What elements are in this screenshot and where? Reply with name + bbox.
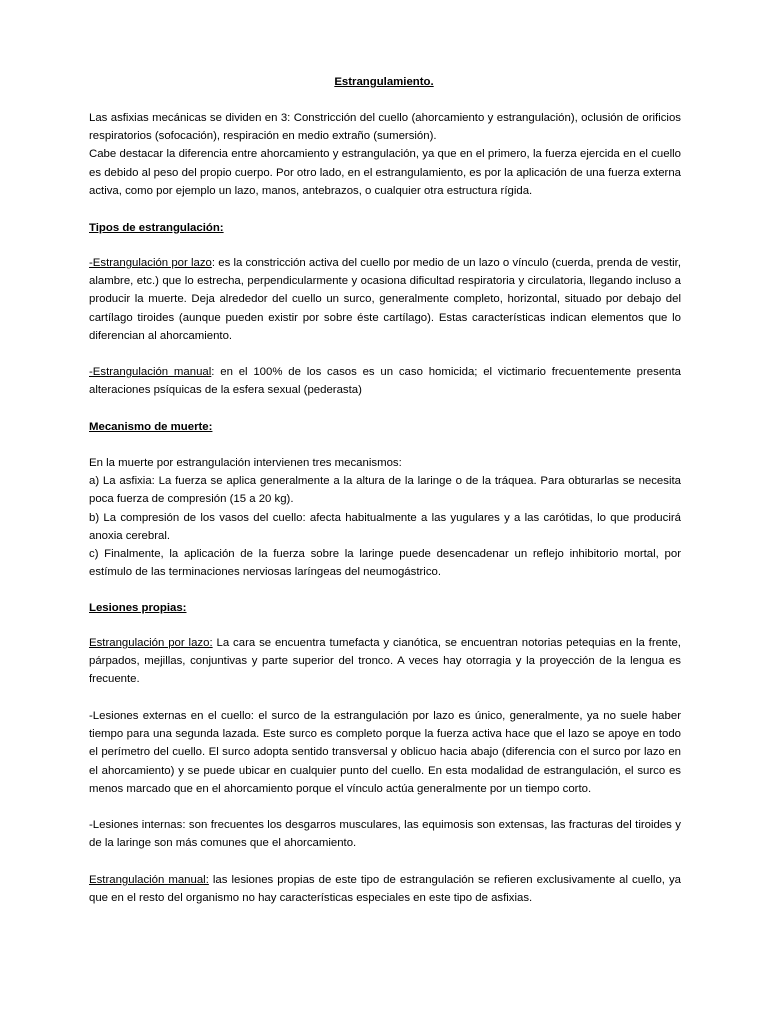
mecanismo-item-b: b) La compresión de los vasos del cuello: afecta habitualmente a las yugulares y a las carótidas, lo que producirá anoxia cerebral.	[89, 511, 681, 542]
tipos-lazo-label: -Estrangulación por lazo	[89, 257, 212, 269]
tipos-manual-text: : en el 100% de los casos es un caso homicida; el victimario frecuentemente presenta alteraciones psíquicas de la esfera sexual (pederasta)	[89, 366, 682, 397]
tipos-lazo-text: : es la constricción activa del cuello por medio de un lazo o vínculo (cuerda, prenda de vestir, alambre, etc.) que lo estrecha, perpendicularmente y ocasiona dificultad respiratoria y circulatoria, llegando incluso a producir la muerte. Deja alrededor del cuello un surco, generalmente completo, horizontal, situado por debajo del cartílago tiroides (aunque pueden existir por sobre éste cartílago). Estas características indican elementos que lo diferencian al ahorcamiento.	[89, 257, 681, 342]
lesiones-internas-paragraph: -Lesiones internas: son frecuentes los desgarros musculares, las equimosis son extensas, las fracturas del tiroides y de la laringe son más comunes que el ahorcamiento.	[89, 819, 681, 850]
mecanismo-section	[89, 454, 681, 581]
lesiones-heading: Lesiones propias:	[89, 602, 187, 614]
mecanismo-item-c: c) Finalmente, la aplicación de la fuerza sobre la laringe puede desencadenar un reflejo inhibitorio mortal, por estímulo de las terminaciones nerviosas laríngeas del neumogástrico.	[89, 548, 681, 579]
intro-section	[89, 109, 681, 200]
lesiones-manual-label: Estrangulación manual:	[89, 874, 209, 886]
intro-paragraph-1: Las asfixias mecánicas se dividen en 3: Constricción del cuello (ahorcamiento y estrangulación), oclusión de orificios respiratorios (sofocación), respiración en medio extraño (sumersión).	[89, 112, 681, 143]
lesiones-externas-paragraph: -Lesiones externas en el cuello: el surco de la estrangulación por lazo es único, generalmente, ya no suele haber tiempo para una segunda lazada. Este surco es completo porque la fuerza activa hace que el lazo se apoye en todo el perímetro del cuello. El surco adopta sentido transversal y oblicuo hacia abajo (diferencia con el surco por lazo en el ahorcamiento) y se puede ubicar en cualquier punto del cuello. En esta modalidad de estrangulación, el surco es menos marcado que en el ahorcamiento porque el vínculo actúa generalmente por un tiempo corto.	[89, 710, 681, 795]
lesiones-manual-text: las lesiones propias de este tipo de estrangulación se refieren exclusivamente al cuello, ya que en el resto del organismo no hay características especiales en este tipo de asfixias.	[89, 874, 681, 905]
mecanismo-intro: En la muerte por estrangulación intervienen tres mecanismos:	[89, 457, 402, 469]
tipos-manual-label: -Estrangulación manual	[89, 366, 212, 378]
lesiones-lazo-paragraph	[89, 634, 681, 689]
mecanismo-heading: Mecanismo de muerte:	[89, 421, 213, 433]
tipos-heading: Tipos de estrangulación:	[89, 222, 224, 234]
tipos-manual-paragraph	[89, 363, 681, 399]
tipos-lazo-paragraph	[89, 254, 681, 345]
lesiones-lazo-label: Estrangulación por lazo:	[89, 637, 213, 649]
lesiones-lazo-text: La cara se encuentra tumefacta y cianótica, se encuentran notorias petequias en la frente, párpados, mejillas, conjuntivas y parte superior del tronco. A veces hay otorragia y la proyección de la lengua es frecuente.	[89, 637, 681, 686]
intro-paragraph-2: Cabe destacar la diferencia entre ahorcamiento y estrangulación, ya que en el primero, la fuerza ejercida en el cuello es debido al peso del propio cuerpo. Por otro lado, en el estrangulamiento, es por la aplicación de una fuerza externa activa, como por ejemplo un lazo, manos, antebrazos, o cualquier otra estructura rígida.	[89, 148, 681, 197]
lesiones-manual-paragraph	[89, 871, 681, 907]
document-title: Estrangulamiento.	[334, 76, 434, 88]
mecanismo-item-a: a) La asfixia: La fuerza se aplica generalmente a la altura de la laringe o de la tráquea. Para obturarlas se necesita poca fuerza de compresión (15 a 20 kg).	[89, 475, 681, 506]
